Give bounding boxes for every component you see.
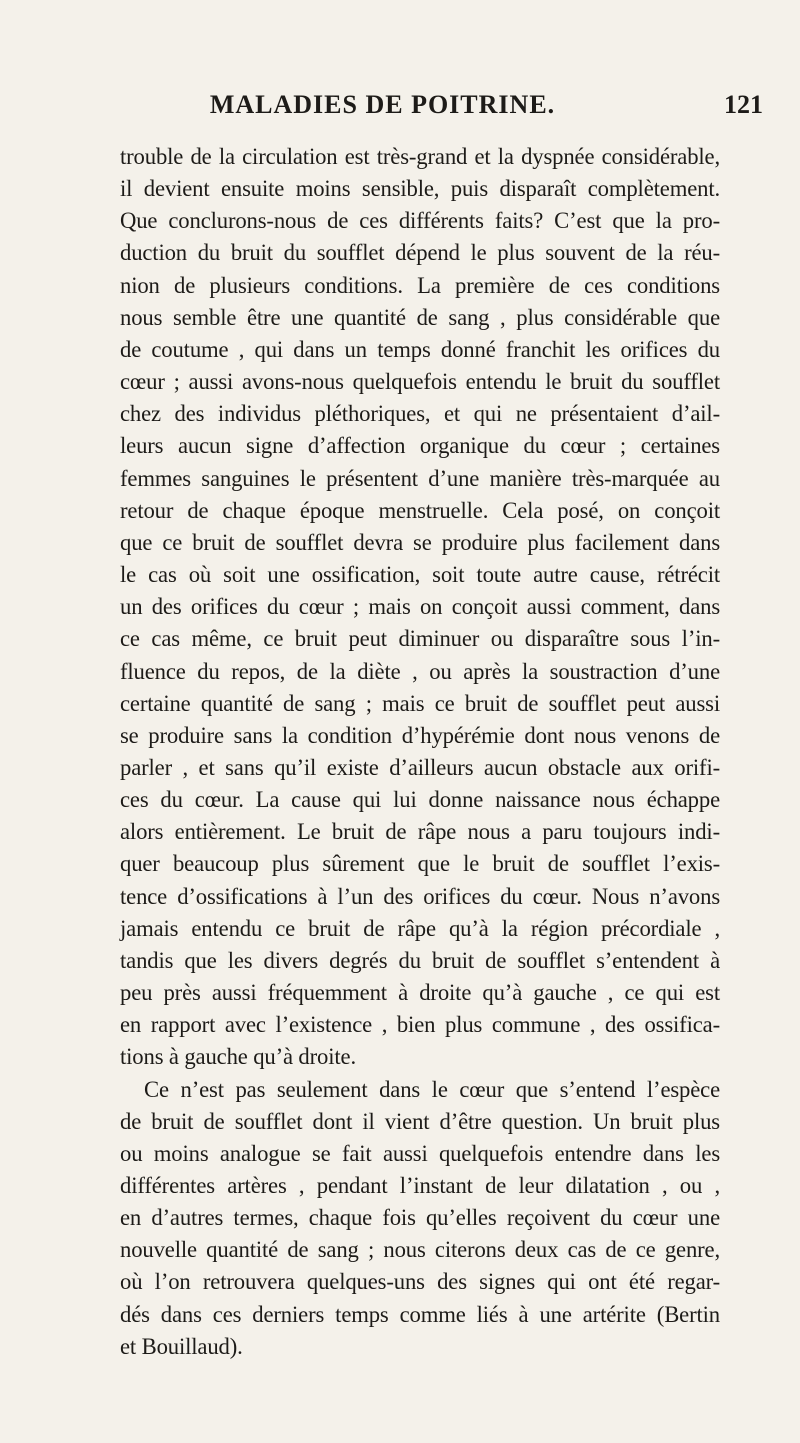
text-line: différentes artères , pendant l’instant de leur dilatation , ou ,	[120, 1173, 720, 1198]
text-line: ce cas même, ce bruit peut diminuer ou disparaître sous l’in-	[120, 626, 720, 652]
text-line: tandis que les divers degrés du bruit de soufflet s’entendent à	[120, 947, 720, 973]
text-line: tence d’ossifications à l’un des orifices du cœur. Nous n’avons	[120, 883, 720, 909]
text-line: femmes sanguines le présentent d’une manière très-marquée au	[120, 465, 720, 491]
text-line: tions à gauche qu’à droite.	[120, 1044, 356, 1070]
text-line: duction du bruit du soufflet dépend le plus souvent de la réu-	[120, 240, 720, 266]
text-line: parler , et sans qu’il existe d’ailleurs aucun obstacle aux orifi-	[120, 754, 720, 780]
text-line: Que conclurons-nous de ces différents faits? C’est que la pro-	[120, 208, 720, 234]
text-line: ces du cœur. La cause qui lui donne naissance nous échappe	[120, 787, 720, 813]
text-line: de coutume , qui dans un temps donné franchit les orifices du	[120, 336, 720, 362]
text-line: cœur ; aussi avons-nous quelquefois entendu le bruit du soufflet	[120, 369, 720, 395]
page-number: 121	[724, 90, 763, 119]
text-line: trouble de la circulation est très-grand et la dyspnée considérable,	[120, 144, 720, 169]
text-line: alors entièrement. Le bruit de râpe nous a paru toujours indi-	[120, 819, 720, 845]
body-text	[120, 141, 720, 1363]
text-line: certaine quantité de sang ; mais ce bruit de soufflet peut aussi	[120, 690, 720, 716]
text-line: en rapport avec l’existence , bien plus commune , des ossifica-	[120, 1012, 720, 1038]
text-line: le cas où soit une ossification, soit toute autre cause, rétrécit	[120, 562, 720, 588]
running-header: MALADIES DE POITRINE.	[209, 90, 556, 119]
text-line: où l’on retrouvera quelques-uns des signes qui ont été regar-	[120, 1269, 720, 1295]
text-line: dés dans ces derniers temps comme liés à une artérite (Bertin	[120, 1301, 720, 1327]
text-line: se produire sans la condition d’hypérémie dont nous venons de	[120, 722, 720, 748]
text-line: retour de chaque époque menstruelle. Cela posé, on conçoit	[120, 497, 720, 523]
text-line: Ce n’est pas seulement dans le cœur que s’entend l’espèce	[144, 1076, 720, 1102]
text-line: ou moins analogue se fait aussi quelquefois entendre dans les	[120, 1140, 720, 1166]
text-line: et Bouillaud).	[120, 1333, 243, 1359]
text-line: jamais entendu ce bruit de râpe qu’à la région précordiale ,	[120, 915, 720, 941]
text-line: nous semble être une quantité de sang , plus considérable que	[120, 304, 720, 330]
text-line: nion de plusieurs conditions. La première de ces conditions	[120, 272, 720, 298]
text-line: leurs aucun signe d’affection organique du cœur ; certaines	[120, 433, 720, 459]
text-line: chez des individus pléthoriques, et qui ne présentaient d’ail-	[120, 401, 720, 427]
text-line: fluence du repos, de la diète , ou après la soustraction d’une	[120, 658, 720, 684]
text-line: que ce bruit de soufflet devra se produire plus facilement dans	[120, 529, 720, 555]
text-line: nouvelle quantité de sang ; nous citerons deux cas de ce genre,	[120, 1237, 720, 1263]
text-line: un des orifices du cœur ; mais on conçoit aussi comment, dans	[120, 594, 720, 620]
text-line: de bruit de soufflet dont il vient d’être question. Un bruit plus	[120, 1108, 720, 1134]
text-line: quer beaucoup plus sûrement que le bruit de soufflet l’exis-	[120, 851, 720, 877]
text-line: il devient ensuite moins sensible, puis disparaît complètement.	[120, 176, 720, 202]
text-line: en d’autres termes, chaque fois qu’elles reçoivent du cœur une	[120, 1205, 720, 1231]
text-line: peu près aussi fréquemment à droite qu’à gauche , ce qui est	[120, 980, 720, 1006]
